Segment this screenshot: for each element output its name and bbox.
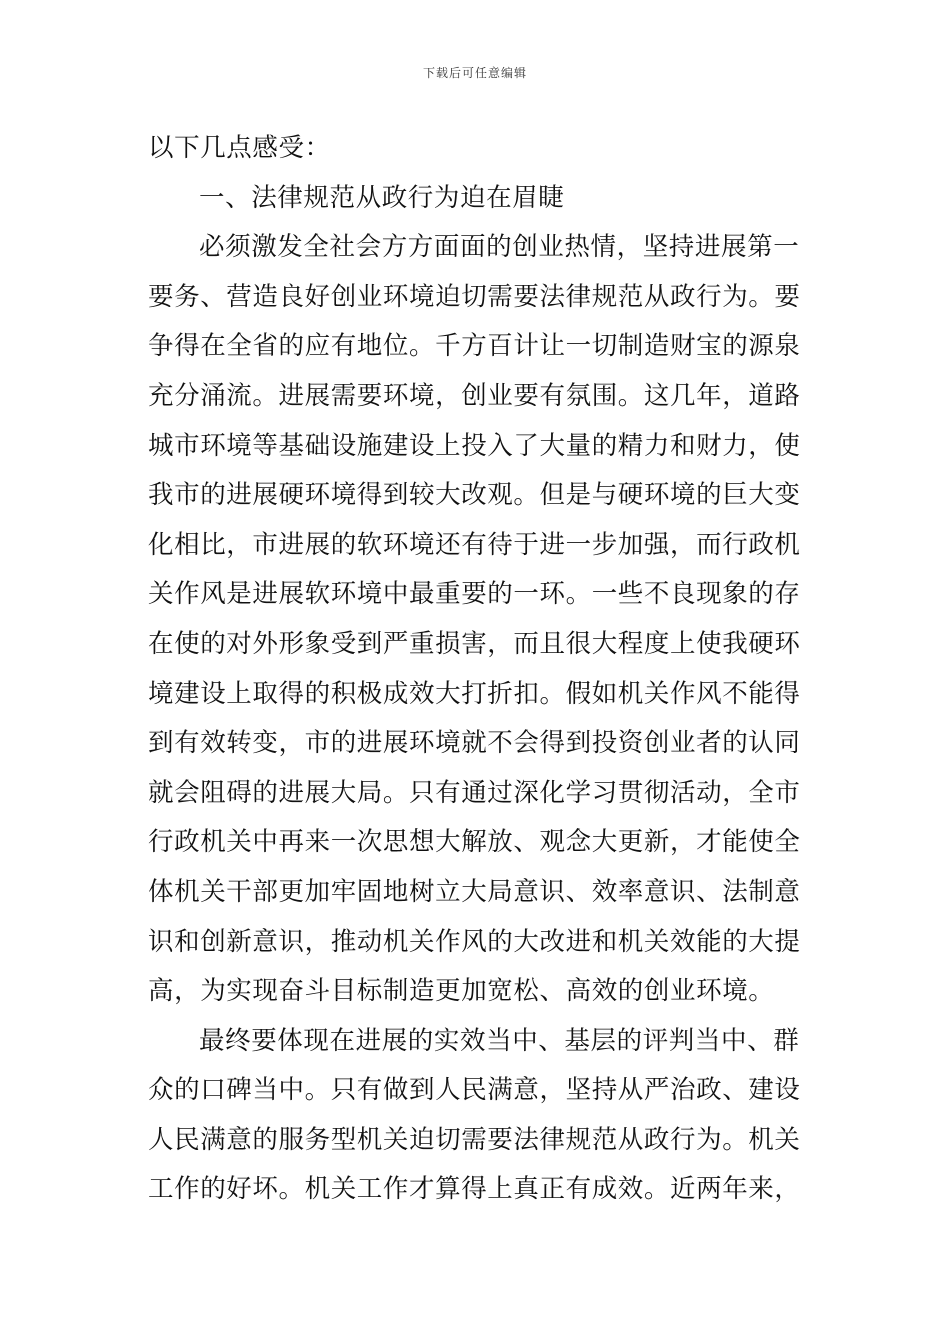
text-line: 体机关干部更加牢固地树立大局意识、效率意识、法制意 [148, 876, 801, 907]
text-line: 我市的进展硬环境得到较大改观。但是与硬环境的巨大变 [148, 480, 801, 511]
text-line: 到有效转变，市的进展环境就不会得到投资创业者的认同 [148, 728, 801, 759]
text-line: 关作风是进展软环境中最重要的一环。一些不良现象的存 [148, 579, 801, 610]
text-line: 工作的好坏。机关工作才算得上真正有成效。近两年来， [148, 1174, 801, 1205]
text-line: 争得在全省的应有地位。千方百计让一切制造财宝的源泉 [148, 331, 801, 362]
text-line: 就会阻碍的进展大局。只有通过深化学习贯彻活动，全市 [148, 777, 801, 808]
text-line: 众的口碑当中。只有做到人民满意，坚持从严治政、建设 [148, 1075, 801, 1106]
page-header: 下载后可任意编辑 [422, 66, 527, 80]
text-line: 要务、营造良好创业环境迫切需要法律规范从政行为。要 [148, 281, 801, 312]
text-line: 最终要体现在进展的实效当中、基层的评判当中、群 [199, 1025, 800, 1056]
text-line: 城市环境等基础设施建设上投入了大量的精力和财力，使 [148, 430, 801, 461]
text-line: 充分涌流。进展需要环境，创业要有氛围。这几年，道路 [148, 380, 801, 411]
text-line: 以下几点感受： [148, 133, 331, 163]
text-line: 识和创新意识，推动机关作风的大改进和机关效能的大提 [148, 926, 801, 957]
section-heading: 一、法律规范从政行为迫在眉睫 [199, 182, 565, 213]
text-line: 在使的对外形象受到严重损害，而且很大程度上使我硬环 [148, 628, 801, 659]
text-line: 人民满意的服务型机关迫切需要法律规范从政行为。机关 [148, 1124, 801, 1155]
text-line: 境建设上取得的积极成效大打折扣。假如机关作风不能得 [148, 678, 801, 709]
text-line: 必须激发全社会方方面面的创业热情，坚持进展第一 [199, 232, 800, 263]
text-line: 行政机关中再来一次思想大解放、观念大更新，才能使全 [148, 827, 801, 858]
document-body [148, 124, 808, 1215]
text-line: 化相比，市进展的软环境还有待于进一步加强，而行政机 [148, 529, 801, 560]
text-line: 高，为实现奋斗目标制造更加宽松、高效的创业环境。 [148, 976, 775, 1007]
